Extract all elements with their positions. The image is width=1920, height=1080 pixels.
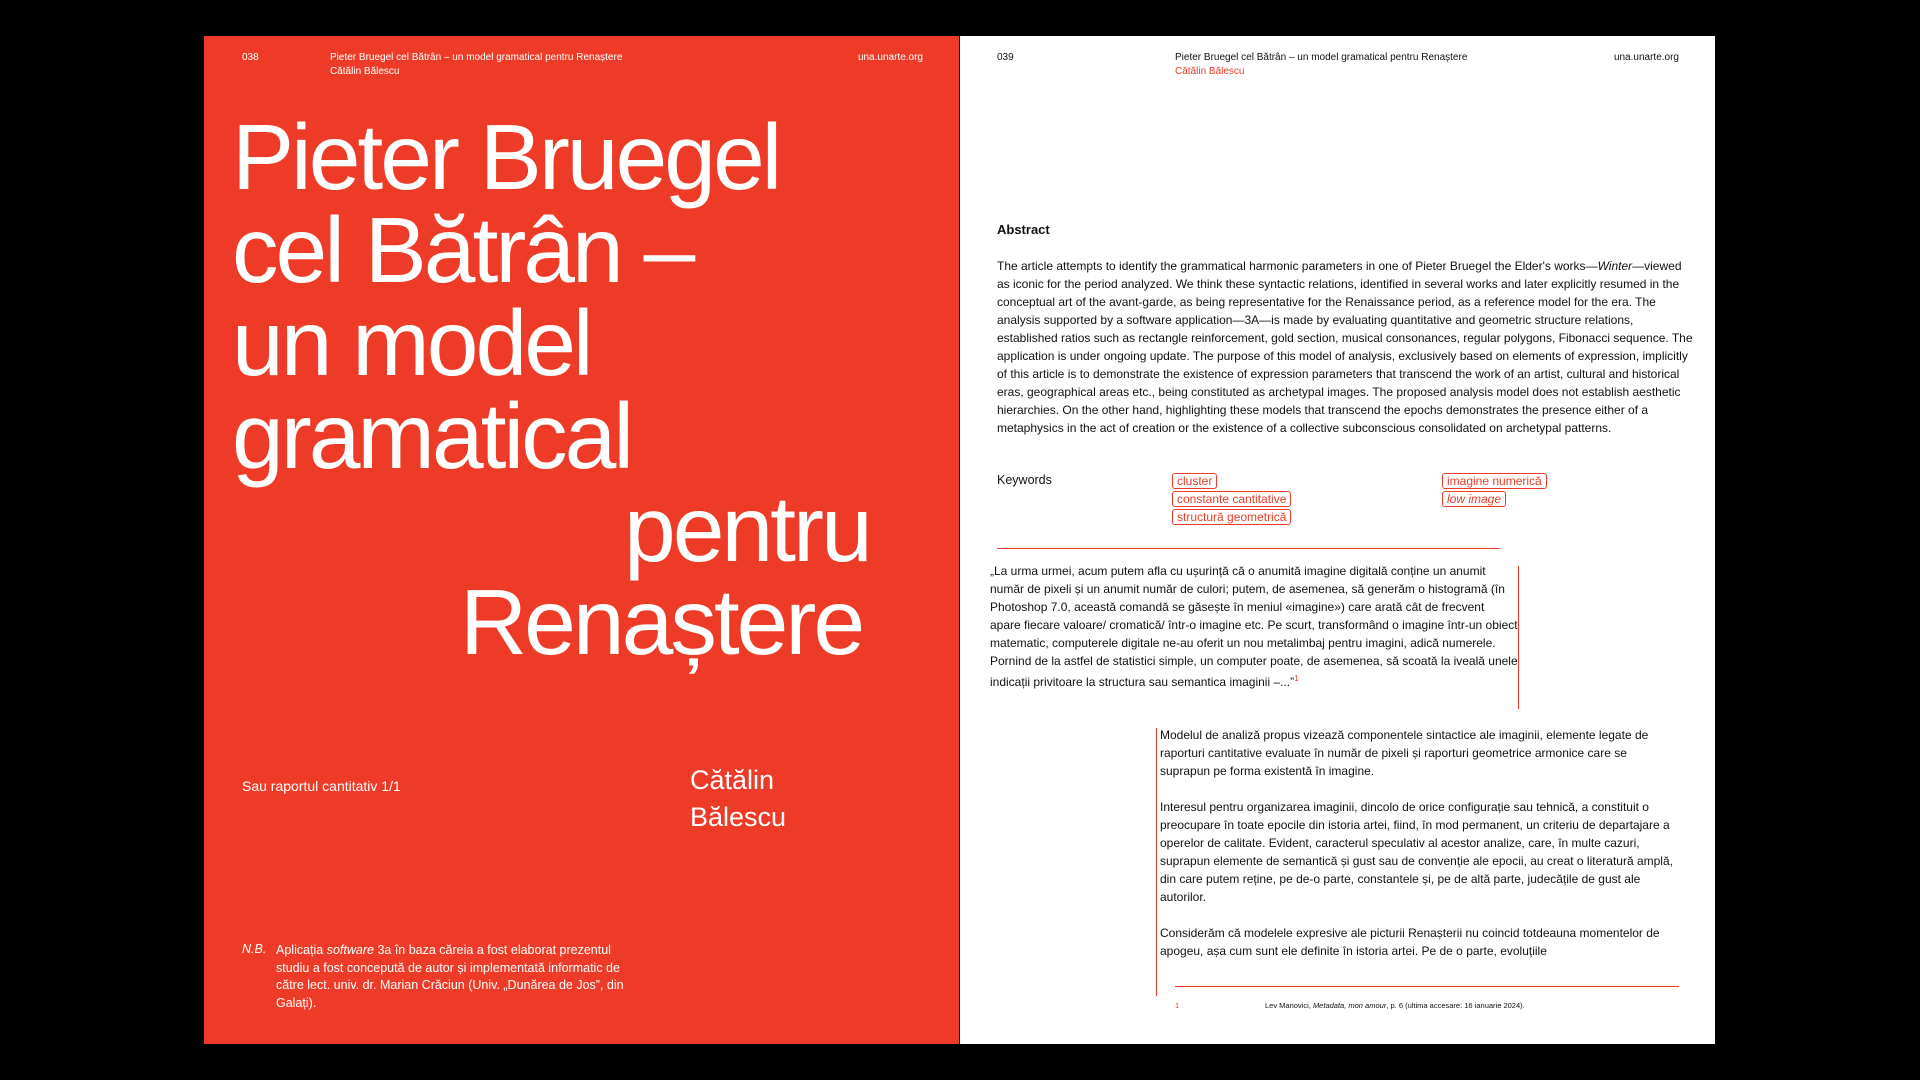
quote-top-rule	[997, 548, 1500, 549]
title-line-1: Pieter Bruegel	[232, 105, 780, 209]
footnote-ref[interactable]: 1	[1294, 674, 1299, 683]
body-paragraph-1: Modelul de analiză propus vizează componentele sintactice ale imaginii, elemente legate de raporturi cantitative evaluate în număr de pixeli și raporturi geometrice armonice care se suprapun pe forma existentă în imagine.	[1160, 728, 1649, 778]
page-number: 038	[242, 52, 259, 63]
keyword-tag-imagine-numerica[interactable]: imagine numerică	[1442, 473, 1547, 489]
keyword-tag-constante-cantitative[interactable]: constante cantitative	[1172, 491, 1291, 507]
keyword-tag-cluster[interactable]: cluster	[1172, 473, 1217, 489]
abstract-work-title: Winter	[1597, 259, 1633, 273]
quote-text: „La urma urmei, acum putem afla cu ușurință că o anumită imagine digitală conține un anumit număr de pixeli și un anumit număr de culori; putem, de asemenea, să generăm o histogramă (în Photoshop 7.0, această comandă se găsește în meniul «imagine») care arată cât de frecvent apare fiecare valoare/ cromatică/ într-o imagine etc. Pe scurt, transformând o imagine într-un obiect matematic, computerele digitale ne-au oferit un nou metalimbaj pentru imagini, adică numerele. Pornind de la astfel de statistici simple, un computer poate, de asemenea, să scoată la iveală unele indicații privitoare la structura sau semantica imaginii –...”	[990, 564, 1518, 689]
running-author: Cătălin Bălescu	[330, 66, 400, 77]
body-side-rule	[1156, 728, 1157, 996]
title-line-2: cel Bătrân –	[232, 198, 693, 302]
running-title: Pieter Bruegel cel Bătrân – un model gramatical pentru Renaștere	[330, 52, 623, 63]
author-name	[690, 762, 786, 836]
abstract-text	[997, 257, 1697, 437]
abstract-heading: Abstract	[997, 222, 1050, 237]
keyword-tag-structura-geometrica[interactable]: structură geometrică	[1172, 509, 1291, 525]
abstract-text-end: —viewed as iconic for the period analyzed. We think these syntactic relations, identified in several works and later explicitly resumed in the conceptual art of the avant-garde, as being representative for the Renaissance period, as a reference model for the era. The analysis supported by a software application—3A—is made by evaluating quantitative and geometric structure relations, established ratios such as rectangle reinforcement, gold section, musical consonances, regular polygons, Fibonacci sequence. The application is under ongoing update. The purpose of this model of analysis, exclusively based on elements of expression, implicitly of this article is to demonstrate the existence of expression parameters that transcend the work of an artist, cultural and historical eras, geographical areas etc., being constituted as archetypal images. The proposed analysis model does not establish aesthetic hierarchies. On the other hand, highlighting these models that transcend the epochs demonstrates the presence either of a metaphysics in the act of creation or the existence of a collective subconscious consolidated on archetypal patterns.	[997, 259, 1693, 435]
abstract-text-start: The article attempts to identify the grammatical harmonic parameters in one of Pieter Bruegel the Elder's works—	[997, 259, 1598, 273]
author-last-name: Bălescu	[690, 802, 787, 832]
page-number: 039	[997, 52, 1014, 63]
note-text-italic: software	[326, 943, 374, 957]
running-author: Cătălin Bălescu	[1175, 66, 1245, 77]
footnote-text-end: , p. 6 (ultima accesare: 16 ianuarie 2024).	[1386, 1001, 1525, 1010]
subtitle: Sau raportul cantitativ 1/1	[242, 778, 401, 794]
title-line-3: un model	[232, 291, 591, 395]
keyword-tag-low-image[interactable]: low image	[1442, 491, 1506, 507]
title-line-5: pentru	[624, 477, 870, 581]
site-url[interactable]: una.unarte.org	[1613, 52, 1679, 63]
note-label: N.B.	[242, 942, 267, 956]
right-page	[960, 36, 1715, 1044]
keywords-label: Keywords	[997, 473, 1052, 487]
footnote-number: 1	[1175, 1001, 1180, 1010]
running-title: Pieter Bruegel cel Bătrân – un model gramatical pentru Renaștere	[1175, 52, 1468, 63]
quote-block	[990, 562, 1518, 691]
left-page	[204, 36, 959, 1044]
site-url[interactable]: una.unarte.org	[857, 52, 923, 63]
note-text-end: 3a în baza căreia a fost elaborat prezentul studiu a fost concepută de autor și implementată informatic de către lect. univ. dr. Marian Crăciun (Univ. „Dunărea de Jos”, din Galați).	[276, 943, 624, 1010]
footnote-text-start: Lev Manovici,	[1265, 1001, 1313, 1010]
title-line-6: Renaștere	[460, 570, 863, 674]
author-first-name: Cătălin	[690, 765, 775, 795]
note-text	[276, 942, 646, 1012]
note-text-start: Aplicația	[276, 943, 327, 957]
footnote-rule	[1175, 986, 1679, 987]
footnote-text	[1265, 1001, 1525, 1010]
body-paragraph-2: Interesul pentru organizarea imaginii, dincolo de orice configurație sau tehnică, a constituit o preocupare în toate epocile din istoria artei, fiind, în mod permanent, un criteriu de departajare a operelor de calitate. Evident, caracterul speculativ al acestor analize, care, în multe cazuri, suprapun elemente de semantică și gust sau de convenție ale epocii, au creat o literatură amplă, din care putem reține, pe de-o parte, constantele și, pe de altă parte, judecățile de gust ale autorilor.	[1160, 800, 1673, 904]
title-line-4: gramatical	[232, 384, 631, 488]
quote-side-rule	[1518, 566, 1519, 709]
body-paragraph-3: Considerăm că modelele expresive ale picturii Renașterii nu coincid totdeauna momentelor de apogeu, așa cum sunt ele definite în istoria artei. Pe de o parte, evoluțiile	[1160, 926, 1660, 958]
footnote-work-title: Metadata, mon amour	[1312, 1001, 1387, 1010]
